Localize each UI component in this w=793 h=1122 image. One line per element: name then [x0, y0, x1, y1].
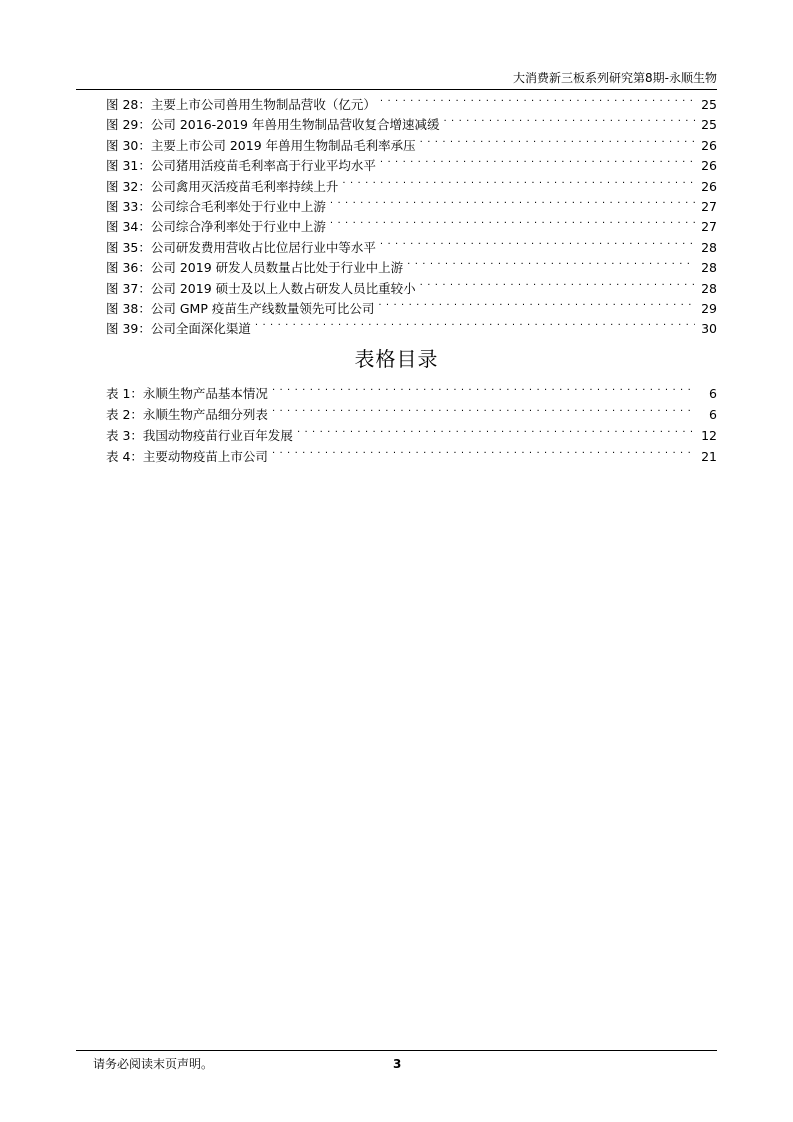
- toc-entry[interactable]: [106, 252, 717, 276]
- dot-leader: [420, 130, 695, 150]
- dot-leader: [380, 150, 695, 170]
- toc-entry[interactable]: [106, 378, 717, 401]
- toc-entry[interactable]: [106, 171, 717, 194]
- toc-entry-label: 图 31：公司猪用活疫苗毛利率高于行业平均水平: [106, 158, 376, 174]
- toc-entry[interactable]: [106, 293, 717, 316]
- toc-entry-page: 21: [701, 449, 717, 464]
- toc-entry-label: 图 36：公司 2019 研发人员数量占比处于行业中上游: [106, 260, 404, 276]
- toc-entry[interactable]: [106, 191, 717, 214]
- toc-entry-label: 表 3：我国动物疫苗行业百年发展: [106, 428, 293, 443]
- toc-entry-page: 28: [701, 280, 717, 296]
- toc-entry-page: 26: [701, 158, 717, 174]
- toc-entry[interactable]: [106, 441, 717, 464]
- toc-entry-label: 图 28：主要上市公司兽用生物制品营收（亿元）: [106, 97, 376, 112]
- toc-entry[interactable]: [106, 211, 717, 235]
- dot-leader: [342, 171, 695, 191]
- toc-entry-label: 图 34：公司综合净利率处于行业中上游: [106, 219, 326, 235]
- toc-entry-page: 26: [701, 178, 717, 194]
- toc-entry-page: 29: [701, 301, 717, 316]
- toc-entry[interactable]: [106, 89, 717, 112]
- toc-entry-label: 图 37：公司 2019 硕士及以上人数占研发人员比重较小: [106, 280, 416, 296]
- table-list-heading: 表格目录: [354, 347, 439, 371]
- page-number: 3: [393, 1057, 402, 1071]
- dot-leader: [272, 441, 695, 461]
- toc-entry-label: 图 38：公司 GMP 疫苗生产线数量领先可比公司: [106, 301, 375, 316]
- dot-leader: [380, 89, 695, 109]
- toc-entry[interactable]: [106, 420, 717, 443]
- toc-entry[interactable]: [106, 399, 717, 422]
- footer-divider: [76, 1050, 717, 1051]
- toc-entry-label: 图 39：公司全面深化渠道: [106, 321, 251, 337]
- toc-entry-page: 12: [701, 428, 717, 443]
- toc-entry-page: 25: [701, 97, 717, 112]
- dot-leader: [272, 399, 695, 419]
- toc-entry[interactable]: [106, 109, 717, 133]
- toc-entry-page: 27: [701, 219, 717, 235]
- toc-entry-page: 6: [709, 386, 717, 401]
- toc-entry-label: 图 30：主要上市公司 2019 年兽用生物制品毛利率承压: [106, 137, 416, 153]
- toc-entry-page: 25: [701, 117, 717, 133]
- toc-entry-label: 图 29：公司 2016-2019 年兽用生物制品营收复合增速减缓: [106, 117, 440, 133]
- toc-entry-page: 26: [701, 137, 717, 153]
- toc-entry-label: 表 1：永顺生物产品基本情况: [106, 386, 268, 401]
- toc-entry-label: 表 2：永顺生物产品细分列表: [106, 407, 268, 422]
- toc-entry[interactable]: [106, 232, 717, 255]
- toc-entry-label: 图 32：公司禽用灭活疫苗毛利率持续上升: [106, 178, 339, 194]
- running-header-title: 大消费新三板系列研究第8期-永顺生物: [513, 71, 717, 85]
- dot-leader: [272, 378, 695, 398]
- toc-entry-label: 图 33：公司综合毛利率处于行业中上游: [106, 199, 326, 214]
- toc-entry-page: 30: [701, 321, 717, 337]
- toc-entry-page: 27: [701, 199, 717, 214]
- dot-leader: [330, 191, 695, 211]
- toc-entry[interactable]: [106, 313, 717, 337]
- toc-entry[interactable]: [106, 150, 717, 174]
- dot-leader: [443, 109, 695, 129]
- toc-entry[interactable]: [106, 273, 717, 296]
- toc-entry-page: 28: [701, 239, 717, 255]
- dot-leader: [255, 313, 695, 333]
- disclaimer-note: 请务必阅读末页声明。: [93, 1057, 214, 1071]
- toc-entry-label: 图 35：公司研发费用营收占比位居行业中等水平: [106, 239, 376, 255]
- dot-leader: [330, 211, 695, 231]
- toc-entry-label: 表 4：主要动物疫苗上市公司: [106, 449, 268, 464]
- toc-entry-page: 6: [709, 407, 717, 422]
- toc-entry-page: 28: [701, 260, 717, 276]
- dot-leader: [297, 420, 695, 440]
- toc-entry[interactable]: [106, 130, 717, 153]
- dot-leader: [380, 232, 695, 252]
- dot-leader: [420, 273, 695, 293]
- dot-leader: [407, 252, 695, 272]
- dot-leader: [378, 293, 695, 313]
